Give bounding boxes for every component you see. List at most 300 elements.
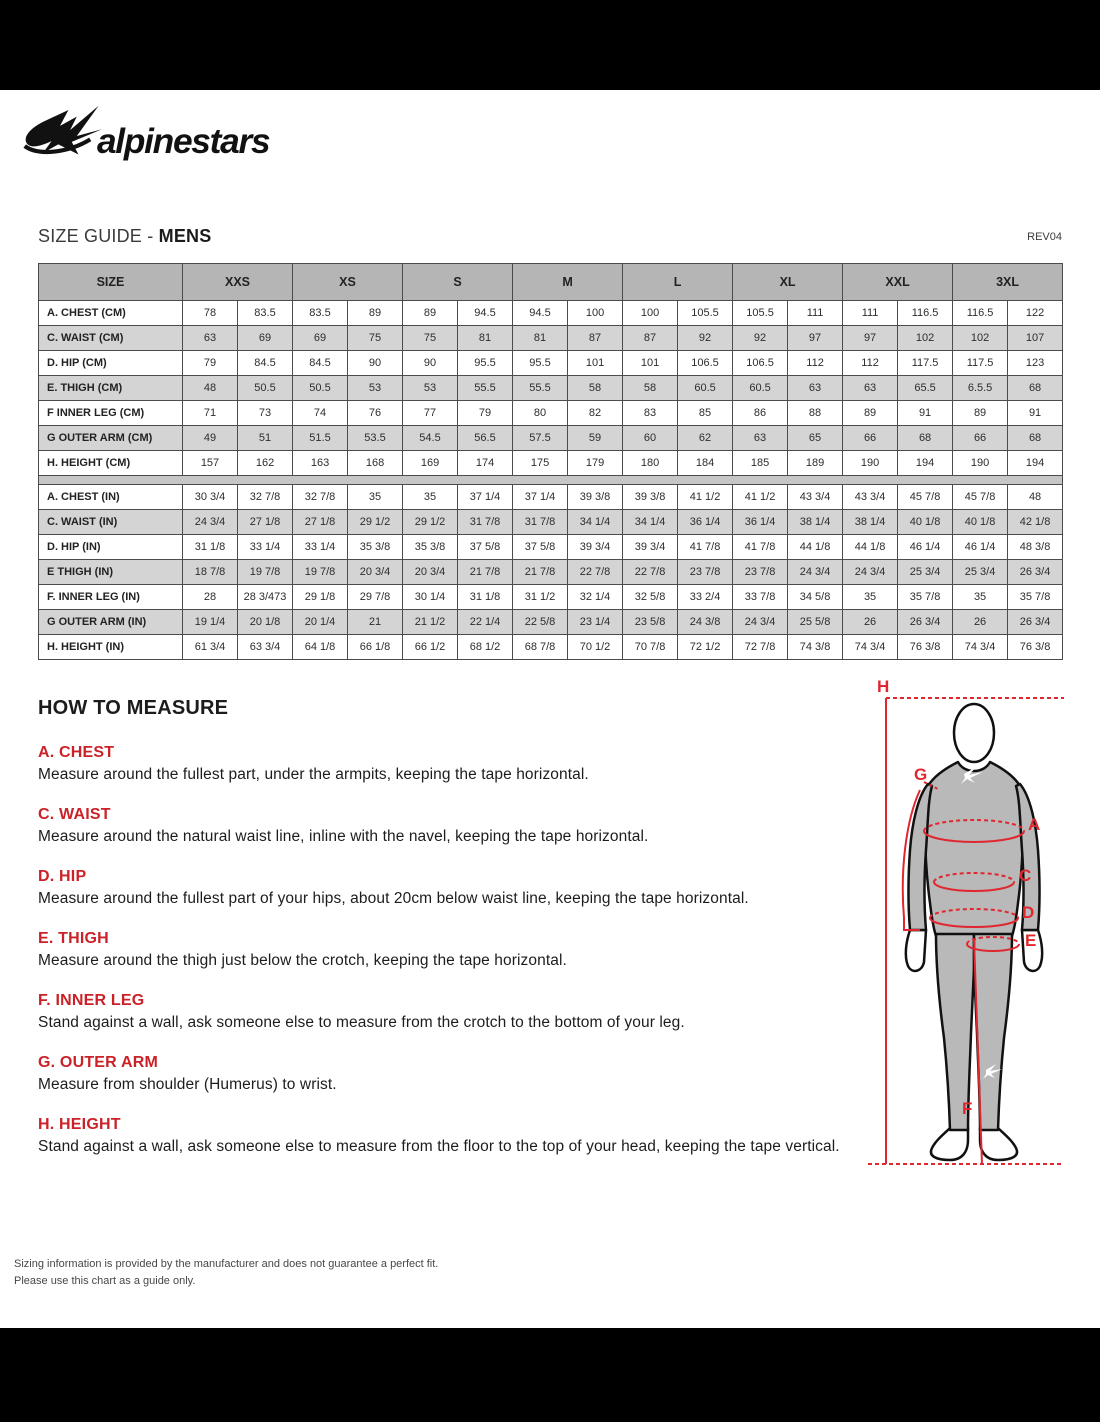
- size-value-cell: 45 7/8: [953, 485, 1008, 510]
- size-value-cell: 25 3/4: [953, 560, 1008, 585]
- size-value-cell: 105.5: [733, 301, 788, 326]
- size-value-cell: 39 3/4: [623, 535, 678, 560]
- figure-left-hand: [906, 930, 926, 971]
- size-value-cell: 83: [623, 401, 678, 426]
- table-spacer: [39, 476, 1063, 485]
- figure-label-outer-arm: G: [914, 765, 928, 784]
- size-value-cell: 79: [183, 351, 238, 376]
- size-value-cell: 81: [458, 326, 513, 351]
- size-value-cell: 58: [623, 376, 678, 401]
- size-value-cell: 91: [898, 401, 953, 426]
- revision-label: REV04: [1027, 231, 1062, 243]
- body-diagram: [862, 678, 1070, 1188]
- size-value-cell: 44 1/8: [843, 535, 898, 560]
- size-value-cell: 44 1/8: [788, 535, 843, 560]
- size-value-cell: 95.5: [513, 351, 568, 376]
- size-value-cell: 112: [843, 351, 898, 376]
- size-value-cell: 36 1/4: [678, 510, 733, 535]
- size-value-cell: 27 1/8: [293, 510, 348, 535]
- size-value-cell: 77: [403, 401, 458, 426]
- size-value-cell: 78: [183, 301, 238, 326]
- measure-item-text: Measure around the fullest part of your hips, about 20cm below waist line, keeping the tape horizontal.: [38, 890, 749, 907]
- size-value-cell: 26: [953, 610, 1008, 635]
- size-value-cell: 42 1/8: [1008, 510, 1063, 535]
- size-value-cell: 189: [788, 451, 843, 476]
- size-value-cell: 24 3/4: [183, 510, 238, 535]
- size-value-cell: 20 3/4: [403, 560, 458, 585]
- row-label: D. HIP (CM): [39, 351, 183, 376]
- size-value-cell: 53.5: [348, 426, 403, 451]
- size-value-cell: 49: [183, 426, 238, 451]
- size-value-cell: 29 1/2: [348, 510, 403, 535]
- size-value-cell: 162: [238, 451, 293, 476]
- size-value-cell: 194: [1008, 451, 1063, 476]
- size-value-cell: 22 7/8: [568, 560, 623, 585]
- size-value-cell: 50.5: [238, 376, 293, 401]
- size-value-cell: 54.5: [403, 426, 458, 451]
- size-value-cell: 38 1/4: [843, 510, 898, 535]
- size-value-cell: 35 3/8: [348, 535, 403, 560]
- size-value-cell: 29 1/2: [403, 510, 458, 535]
- size-value-cell: 63: [733, 426, 788, 451]
- size-value-cell: 74 3/4: [953, 635, 1008, 660]
- size-value-cell: 83.5: [293, 301, 348, 326]
- figure-label-hip: D: [1022, 903, 1035, 922]
- table-row-cm: [39, 326, 1063, 351]
- size-value-cell: 95.5: [458, 351, 513, 376]
- size-value-cell: 39 3/8: [623, 485, 678, 510]
- size-value-cell: 35: [953, 585, 1008, 610]
- size-column-header: XS: [293, 264, 403, 301]
- size-value-cell: 117.5: [898, 351, 953, 376]
- size-value-cell: 179: [568, 451, 623, 476]
- size-value-cell: 123: [1008, 351, 1063, 376]
- size-value-cell: 37 5/8: [513, 535, 568, 560]
- size-value-cell: 102: [953, 326, 1008, 351]
- size-value-cell: 53: [403, 376, 458, 401]
- measure-item-label: G. OUTER ARM: [38, 1054, 159, 1071]
- size-value-cell: 83.5: [238, 301, 293, 326]
- table-row-cm: [39, 301, 1063, 326]
- size-value-cell: 194: [898, 451, 953, 476]
- size-value-cell: 43 3/4: [788, 485, 843, 510]
- size-value-cell: 190: [843, 451, 898, 476]
- row-label: H. HEIGHT (CM): [39, 451, 183, 476]
- size-value-cell: 87: [568, 326, 623, 351]
- size-value-cell: 46 1/4: [898, 535, 953, 560]
- size-column-header: M: [513, 264, 623, 301]
- size-value-cell: 89: [348, 301, 403, 326]
- size-value-cell: 75: [403, 326, 458, 351]
- size-value-cell: 106.5: [678, 351, 733, 376]
- size-value-cell: 26: [843, 610, 898, 635]
- measure-item-text: Measure around the natural waist line, inline with the navel, keeping the tape horizontal.: [38, 828, 649, 845]
- alpinestars-logo: [18, 104, 270, 173]
- measure-item-text: Stand against a wall, ask someone else to measure from the floor to the top of your head, keeping the tape vertical.: [38, 1138, 840, 1155]
- size-value-cell: 94.5: [458, 301, 513, 326]
- row-label: C. WAIST (CM): [39, 326, 183, 351]
- figure-label-inner-leg: F: [962, 1099, 973, 1118]
- size-value-cell: 64 1/8: [293, 635, 348, 660]
- table-row-cm: [39, 351, 1063, 376]
- page-title: SIZE GUIDE - MENS: [38, 226, 212, 246]
- table-row-cm: [39, 376, 1063, 401]
- row-label: F. INNER LEG (IN): [39, 585, 183, 610]
- size-value-cell: 76 3/8: [898, 635, 953, 660]
- measure-item: [38, 806, 853, 846]
- size-value-cell: 117.5: [953, 351, 1008, 376]
- measurement-figure: [862, 678, 1070, 1188]
- size-value-cell: 20 3/4: [348, 560, 403, 585]
- size-value-cell: 28 3/473: [238, 585, 293, 610]
- size-column-header: XXS: [183, 264, 293, 301]
- size-value-cell: 75: [348, 326, 403, 351]
- measure-item: [38, 992, 853, 1032]
- size-value-cell: 94.5: [513, 301, 568, 326]
- size-value-cell: 30 3/4: [183, 485, 238, 510]
- size-value-cell: 184: [678, 451, 733, 476]
- size-value-cell: 116.5: [898, 301, 953, 326]
- size-value-cell: 84.5: [293, 351, 348, 376]
- size-value-cell: 91: [1008, 401, 1063, 426]
- size-value-cell: 31 7/8: [458, 510, 513, 535]
- size-value-cell: 41 7/8: [678, 535, 733, 560]
- table-row-in: [39, 510, 1063, 535]
- size-value-cell: 31 1/8: [183, 535, 238, 560]
- size-value-cell: 100: [568, 301, 623, 326]
- table-row-cm: [39, 426, 1063, 451]
- size-table: [38, 263, 1063, 660]
- size-value-cell: 48 3/8: [1008, 535, 1063, 560]
- figure-torso: [925, 762, 1023, 936]
- size-value-cell: 87: [623, 326, 678, 351]
- size-value-cell: 174: [458, 451, 513, 476]
- size-value-cell: 40 1/8: [953, 510, 1008, 535]
- measure-item-text: Measure around the thigh just below the crotch, keeping the tape horizontal.: [38, 952, 567, 969]
- size-value-cell: 23 5/8: [623, 610, 678, 635]
- table-spacer-row: [39, 476, 1063, 485]
- size-value-cell: 27 1/8: [238, 510, 293, 535]
- size-value-cell: 48: [183, 376, 238, 401]
- size-value-cell: 50.5: [293, 376, 348, 401]
- footer-disclaimer: [14, 1256, 438, 1290]
- size-value-cell: 65.5: [898, 376, 953, 401]
- size-value-cell: 21 7/8: [458, 560, 513, 585]
- size-value-cell: 33 1/4: [238, 535, 293, 560]
- size-value-cell: 35 7/8: [898, 585, 953, 610]
- table-row-in: [39, 585, 1063, 610]
- size-value-cell: 61 3/4: [183, 635, 238, 660]
- letterbox-bar-top: [0, 0, 1100, 90]
- size-value-cell: 68 1/2: [458, 635, 513, 660]
- how-to-measure-title: HOW TO MEASURE: [38, 697, 229, 719]
- size-value-cell: 26 3/4: [898, 610, 953, 635]
- size-value-cell: 35: [348, 485, 403, 510]
- size-value-cell: 92: [733, 326, 788, 351]
- size-value-cell: 74 3/4: [843, 635, 898, 660]
- size-value-cell: 111: [843, 301, 898, 326]
- size-value-cell: 101: [623, 351, 678, 376]
- measure-item-label: C. WAIST: [38, 806, 111, 823]
- size-value-cell: 102: [898, 326, 953, 351]
- measure-item-label: A. CHEST: [38, 744, 115, 761]
- figure-left-foot: [931, 1128, 968, 1160]
- size-value-cell: 25 3/4: [898, 560, 953, 585]
- size-value-cell: 163: [293, 451, 348, 476]
- footer-line-1: Sizing information is provided by the manufacturer and does not guarantee a perfect fit.: [14, 1258, 439, 1270]
- size-value-cell: 81: [513, 326, 568, 351]
- size-value-cell: 22 1/4: [458, 610, 513, 635]
- row-label: D. HIP (IN): [39, 535, 183, 560]
- size-value-cell: 21 7/8: [513, 560, 568, 585]
- row-label: G OUTER ARM (IN): [39, 610, 183, 635]
- size-value-cell: 111: [788, 301, 843, 326]
- figure-label-waist: C: [1019, 866, 1032, 885]
- size-value-cell: 112: [788, 351, 843, 376]
- measure-item-label: E. THIGH: [38, 930, 109, 947]
- size-value-cell: 21: [348, 610, 403, 635]
- size-value-cell: 35 7/8: [1008, 585, 1063, 610]
- table-row-cm: [39, 401, 1063, 426]
- row-label: A. CHEST (CM): [39, 301, 183, 326]
- size-value-cell: 34 1/4: [568, 510, 623, 535]
- size-value-cell: 86: [733, 401, 788, 426]
- table-row-in: [39, 560, 1063, 585]
- size-value-cell: 76 3/8: [1008, 635, 1063, 660]
- size-value-cell: 82: [568, 401, 623, 426]
- size-value-cell: 60.5: [678, 376, 733, 401]
- figure-label-height: H: [877, 678, 890, 696]
- row-label: E. THIGH (CM): [39, 376, 183, 401]
- size-value-cell: 34 1/4: [623, 510, 678, 535]
- size-value-cell: 31 1/8: [458, 585, 513, 610]
- title-row: [38, 226, 1062, 247]
- size-value-cell: 33 7/8: [733, 585, 788, 610]
- size-value-cell: 107: [1008, 326, 1063, 351]
- size-value-cell: 23 1/4: [568, 610, 623, 635]
- size-value-cell: 43 3/4: [843, 485, 898, 510]
- size-value-cell: 29 1/8: [293, 585, 348, 610]
- size-value-cell: 106.5: [733, 351, 788, 376]
- measure-item-text: Stand against a wall, ask someone else to measure from the crotch to the bottom of your leg.: [38, 1014, 685, 1031]
- row-label: G OUTER ARM (CM): [39, 426, 183, 451]
- size-value-cell: 69: [293, 326, 348, 351]
- table-row-in: [39, 535, 1063, 560]
- figure-label-thigh: E: [1025, 931, 1037, 950]
- size-value-cell: 19 1/4: [183, 610, 238, 635]
- measure-item: [38, 868, 853, 908]
- size-value-cell: 62: [678, 426, 733, 451]
- size-value-cell: 90: [348, 351, 403, 376]
- figure-label-chest: A: [1028, 815, 1041, 834]
- size-value-cell: 116.5: [953, 301, 1008, 326]
- how-to-measure-items: [38, 744, 853, 1156]
- size-value-cell: 21 1/2: [403, 610, 458, 635]
- size-value-cell: 25 5/8: [788, 610, 843, 635]
- how-to-measure-section: [38, 697, 853, 1178]
- table-row-in: [39, 635, 1063, 660]
- size-value-cell: 101: [568, 351, 623, 376]
- size-value-cell: 20 1/4: [293, 610, 348, 635]
- table-row-in: [39, 485, 1063, 510]
- size-value-cell: 22 7/8: [623, 560, 678, 585]
- size-value-cell: 63: [788, 376, 843, 401]
- measure-item: [38, 1054, 853, 1094]
- size-value-cell: 19 7/8: [238, 560, 293, 585]
- size-value-cell: 89: [843, 401, 898, 426]
- size-value-cell: 73: [238, 401, 293, 426]
- size-value-cell: 66 1/2: [403, 635, 458, 660]
- size-value-cell: 56.5: [458, 426, 513, 451]
- size-value-cell: 41 1/2: [733, 485, 788, 510]
- size-value-cell: 55.5: [458, 376, 513, 401]
- size-value-cell: 48: [1008, 485, 1063, 510]
- size-value-cell: 20 1/8: [238, 610, 293, 635]
- size-value-cell: 74 3/8: [788, 635, 843, 660]
- size-value-cell: 72 1/2: [678, 635, 733, 660]
- size-value-cell: 70 7/8: [623, 635, 678, 660]
- size-value-cell: 169: [403, 451, 458, 476]
- size-value-cell: 65: [788, 426, 843, 451]
- measure-item: [38, 1116, 853, 1156]
- size-value-cell: 60.5: [733, 376, 788, 401]
- size-column-header: S: [403, 264, 513, 301]
- letterbox-bar-bottom: [0, 1328, 1100, 1422]
- size-value-cell: 28: [183, 585, 238, 610]
- measure-item: [38, 930, 853, 970]
- size-value-cell: 59: [568, 426, 623, 451]
- size-value-cell: 79: [458, 401, 513, 426]
- size-value-cell: 38 1/4: [788, 510, 843, 535]
- figure-head: [954, 704, 994, 762]
- figure-right-foot: [980, 1128, 1017, 1160]
- size-value-cell: 32 1/4: [568, 585, 623, 610]
- size-value-cell: 32 7/8: [293, 485, 348, 510]
- size-value-cell: 105.5: [678, 301, 733, 326]
- size-value-cell: 63 3/4: [238, 635, 293, 660]
- size-value-cell: 190: [953, 451, 1008, 476]
- size-value-cell: 34 5/8: [788, 585, 843, 610]
- size-value-cell: 46 1/4: [953, 535, 1008, 560]
- row-label: E THIGH (IN): [39, 560, 183, 585]
- size-value-cell: 23 7/8: [733, 560, 788, 585]
- size-value-cell: 63: [183, 326, 238, 351]
- size-value-cell: 63: [843, 376, 898, 401]
- size-value-cell: 185: [733, 451, 788, 476]
- size-value-cell: 41 1/2: [678, 485, 733, 510]
- table-row-in: [39, 610, 1063, 635]
- measure-item-text: Measure from shoulder (Humerus) to wrist.: [38, 1076, 337, 1093]
- size-column-header: 3XL: [953, 264, 1063, 301]
- size-value-cell: 18 7/8: [183, 560, 238, 585]
- size-value-cell: 70 1/2: [568, 635, 623, 660]
- size-value-cell: 57.5: [513, 426, 568, 451]
- size-value-cell: 97: [843, 326, 898, 351]
- logo-text: alpinestars: [96, 121, 270, 161]
- size-value-cell: 31 7/8: [513, 510, 568, 535]
- measure-item: [38, 744, 853, 784]
- size-value-cell: 80: [513, 401, 568, 426]
- size-value-cell: 68: [1008, 426, 1063, 451]
- size-value-cell: 68: [898, 426, 953, 451]
- size-value-cell: 33 2/4: [678, 585, 733, 610]
- size-value-cell: 122: [1008, 301, 1063, 326]
- size-value-cell: 24 3/4: [788, 560, 843, 585]
- size-value-cell: 35 3/8: [403, 535, 458, 560]
- size-value-cell: 51.5: [293, 426, 348, 451]
- size-value-cell: 23 7/8: [678, 560, 733, 585]
- size-value-cell: 66 1/8: [348, 635, 403, 660]
- size-value-cell: 55.5: [513, 376, 568, 401]
- size-value-cell: 90: [403, 351, 458, 376]
- row-label: C. WAIST (IN): [39, 510, 183, 535]
- size-value-cell: 100: [623, 301, 678, 326]
- table-row-cm: [39, 451, 1063, 476]
- size-value-cell: 84.5: [238, 351, 293, 376]
- size-value-cell: 51: [238, 426, 293, 451]
- size-value-cell: 37 1/4: [458, 485, 513, 510]
- size-value-cell: 60: [623, 426, 678, 451]
- size-value-cell: 37 5/8: [458, 535, 513, 560]
- size-column-header: L: [623, 264, 733, 301]
- size-column-header: XL: [733, 264, 843, 301]
- size-value-cell: 26 3/4: [1008, 610, 1063, 635]
- size-value-cell: 22 5/8: [513, 610, 568, 635]
- size-value-cell: 29 7/8: [348, 585, 403, 610]
- size-value-cell: 92: [678, 326, 733, 351]
- size-value-cell: 41 7/8: [733, 535, 788, 560]
- size-value-cell: 45 7/8: [898, 485, 953, 510]
- size-value-cell: 24 3/4: [733, 610, 788, 635]
- size-value-cell: 180: [623, 451, 678, 476]
- size-value-cell: 69: [238, 326, 293, 351]
- size-value-cell: 74: [293, 401, 348, 426]
- size-value-cell: 30 1/4: [403, 585, 458, 610]
- size-value-cell: 6.5.5: [953, 376, 1008, 401]
- size-value-cell: 72 7/8: [733, 635, 788, 660]
- size-value-cell: 58: [568, 376, 623, 401]
- row-label: H. HEIGHT (IN): [39, 635, 183, 660]
- measure-item-label: F. INNER LEG: [38, 992, 145, 1009]
- size-corner-header: SIZE: [39, 264, 183, 301]
- row-label: F INNER LEG (CM): [39, 401, 183, 426]
- size-value-cell: 24 3/4: [843, 560, 898, 585]
- size-value-cell: 168: [348, 451, 403, 476]
- size-value-cell: 24 3/8: [678, 610, 733, 635]
- size-value-cell: 33 1/4: [293, 535, 348, 560]
- size-value-cell: 36 1/4: [733, 510, 788, 535]
- size-value-cell: 35: [403, 485, 458, 510]
- size-table-header-row: [39, 264, 1063, 301]
- size-value-cell: 68: [1008, 376, 1063, 401]
- size-value-cell: 85: [678, 401, 733, 426]
- size-value-cell: 31 1/2: [513, 585, 568, 610]
- size-value-cell: 32 7/8: [238, 485, 293, 510]
- size-value-cell: 71: [183, 401, 238, 426]
- size-value-cell: 35: [843, 585, 898, 610]
- size-value-cell: 76: [348, 401, 403, 426]
- size-value-cell: 26 3/4: [1008, 560, 1063, 585]
- size-value-cell: 68 7/8: [513, 635, 568, 660]
- measure-item-label: D. HIP: [38, 868, 87, 885]
- size-value-cell: 66: [843, 426, 898, 451]
- size-value-cell: 175: [513, 451, 568, 476]
- size-value-cell: 19 7/8: [293, 560, 348, 585]
- size-value-cell: 39 3/8: [568, 485, 623, 510]
- measure-item-label: H. HEIGHT: [38, 1116, 121, 1133]
- row-label: A. CHEST (IN): [39, 485, 183, 510]
- size-value-cell: 157: [183, 451, 238, 476]
